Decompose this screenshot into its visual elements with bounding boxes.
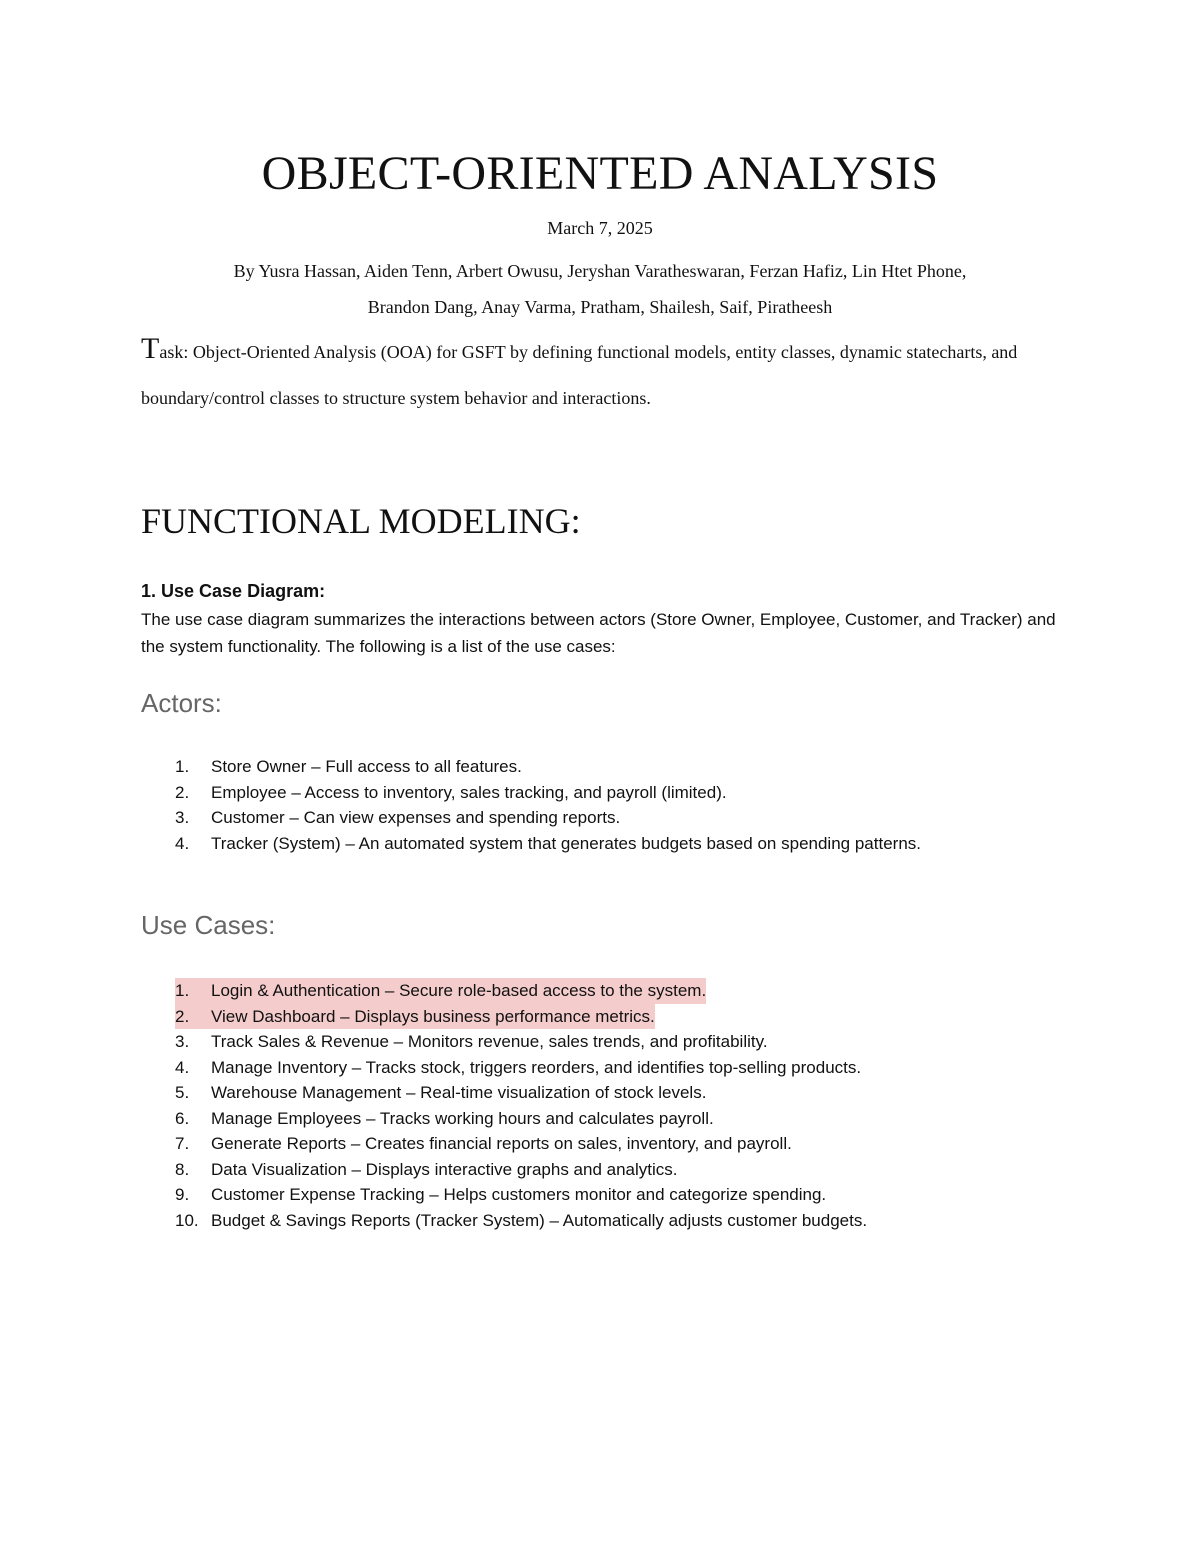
list-item-text: Budget & Savings Reports (Tracker System) – Automatically adjusts customer budgets.: [211, 1210, 868, 1230]
list-item-text: Warehouse Management – Real-time visualization of stock levels.: [211, 1083, 707, 1102]
list-item: [141, 1208, 1061, 1234]
author-list: [140, 253, 1060, 325]
list-item: [141, 1029, 1061, 1055]
subheading-use-case-diagram: 1. Use Case Diagram:: [141, 581, 326, 601]
list-item-number: 7.: [175, 1134, 190, 1153]
list-item-text: Manage Inventory – Tracks stock, triggers reorders, and identifies top-selling products.: [211, 1057, 862, 1077]
list-item: [141, 754, 1061, 780]
list-item: [141, 780, 1061, 806]
list-item-number: 2.: [175, 782, 190, 802]
task-paragraph: [141, 326, 1061, 421]
list-item-number: 1.: [175, 978, 211, 1004]
list-item-number: 3.: [175, 1032, 190, 1051]
list-item-number: 2.: [175, 1004, 211, 1030]
list-item-number: 10.: [175, 1210, 199, 1230]
list-item-text: Customer – Can view expenses and spending reports.: [211, 808, 621, 827]
list-item-highlighted: [141, 978, 1061, 1004]
list-item-text: Store Owner – Full access to all features.: [211, 757, 522, 776]
list-item-text: Track Sales & Revenue – Monitors revenue, sales trends, and profitability.: [211, 1032, 768, 1051]
section-heading: FUNCTIONAL MODELING:: [141, 501, 581, 541]
list-item: [141, 1080, 1061, 1106]
list-item-number: 8.: [175, 1159, 190, 1179]
list-item: [141, 1106, 1061, 1132]
task-text: ask: Object-Oriented Analysis (OOA) for GSFT by defining functional models, entity classes, dynamic statecharts, and boundary/control classes to structure system behavior and interactions.: [141, 342, 1018, 408]
list-item-number: 1.: [175, 757, 190, 776]
list-item-text: View Dashboard – Displays business performance metrics.: [211, 1004, 655, 1030]
list-item-number: 6.: [175, 1108, 190, 1128]
list-item: [141, 1055, 1061, 1081]
author-line-1: By Yusra Hassan, Aiden Tenn, Arbert Owusu, Jeryshan Varatheswaran, Ferzan Hafiz, Lin Htet Phone,: [233, 261, 967, 281]
list-item-number: 4.: [175, 1057, 190, 1077]
actors-heading: Actors:: [141, 688, 222, 718]
list-item-number: 9.: [175, 1185, 190, 1204]
list-item: [141, 831, 1061, 857]
list-item-text: Customer Expense Tracking – Helps customers monitor and categorize spending.: [211, 1185, 827, 1204]
document-title: OBJECT-ORIENTED ANALYSIS: [261, 147, 939, 200]
author-line-2: Brandon Dang, Anay Varma, Pratham, Shailesh, Saif, Piratheesh: [367, 297, 833, 317]
list-item-number: 5.: [175, 1083, 190, 1102]
list-item-text: Generate Reports – Creates financial reports on sales, inventory, and payroll.: [211, 1134, 792, 1153]
list-item-text: Manage Employees – Tracks working hours and calculates payroll.: [211, 1108, 714, 1128]
list-item: [141, 805, 1061, 831]
document-date: March 7, 2025: [547, 218, 653, 238]
use-cases-heading: Use Cases:: [141, 910, 276, 940]
list-item-number: 4.: [175, 833, 190, 853]
list-item: [141, 1182, 1061, 1208]
list-item-text: Data Visualization – Displays interactive graphs and analytics.: [211, 1159, 678, 1179]
list-item: [141, 1157, 1061, 1183]
intro-paragraph: The use case diagram summarizes the interactions between actors (Store Owner, Employee, Customer, and Tracker) and the system functionality. The following is a list of the use cases:: [141, 610, 1056, 656]
use-cases-list: [141, 978, 1061, 1233]
list-item-text: Employee – Access to inventory, sales tracking, and payroll (limited).: [211, 782, 727, 802]
list-item-highlighted: [141, 1004, 1061, 1030]
actors-list: [141, 754, 1061, 856]
list-item: [141, 1131, 1061, 1157]
list-item-text: Login & Authentication – Secure role-based access to the system.: [211, 978, 706, 1004]
list-item-number: 3.: [175, 808, 190, 827]
task-dropcap: T: [141, 332, 160, 365]
list-item-text: Tracker (System) – An automated system that generates budgets based on spending patterns.: [211, 833, 921, 853]
